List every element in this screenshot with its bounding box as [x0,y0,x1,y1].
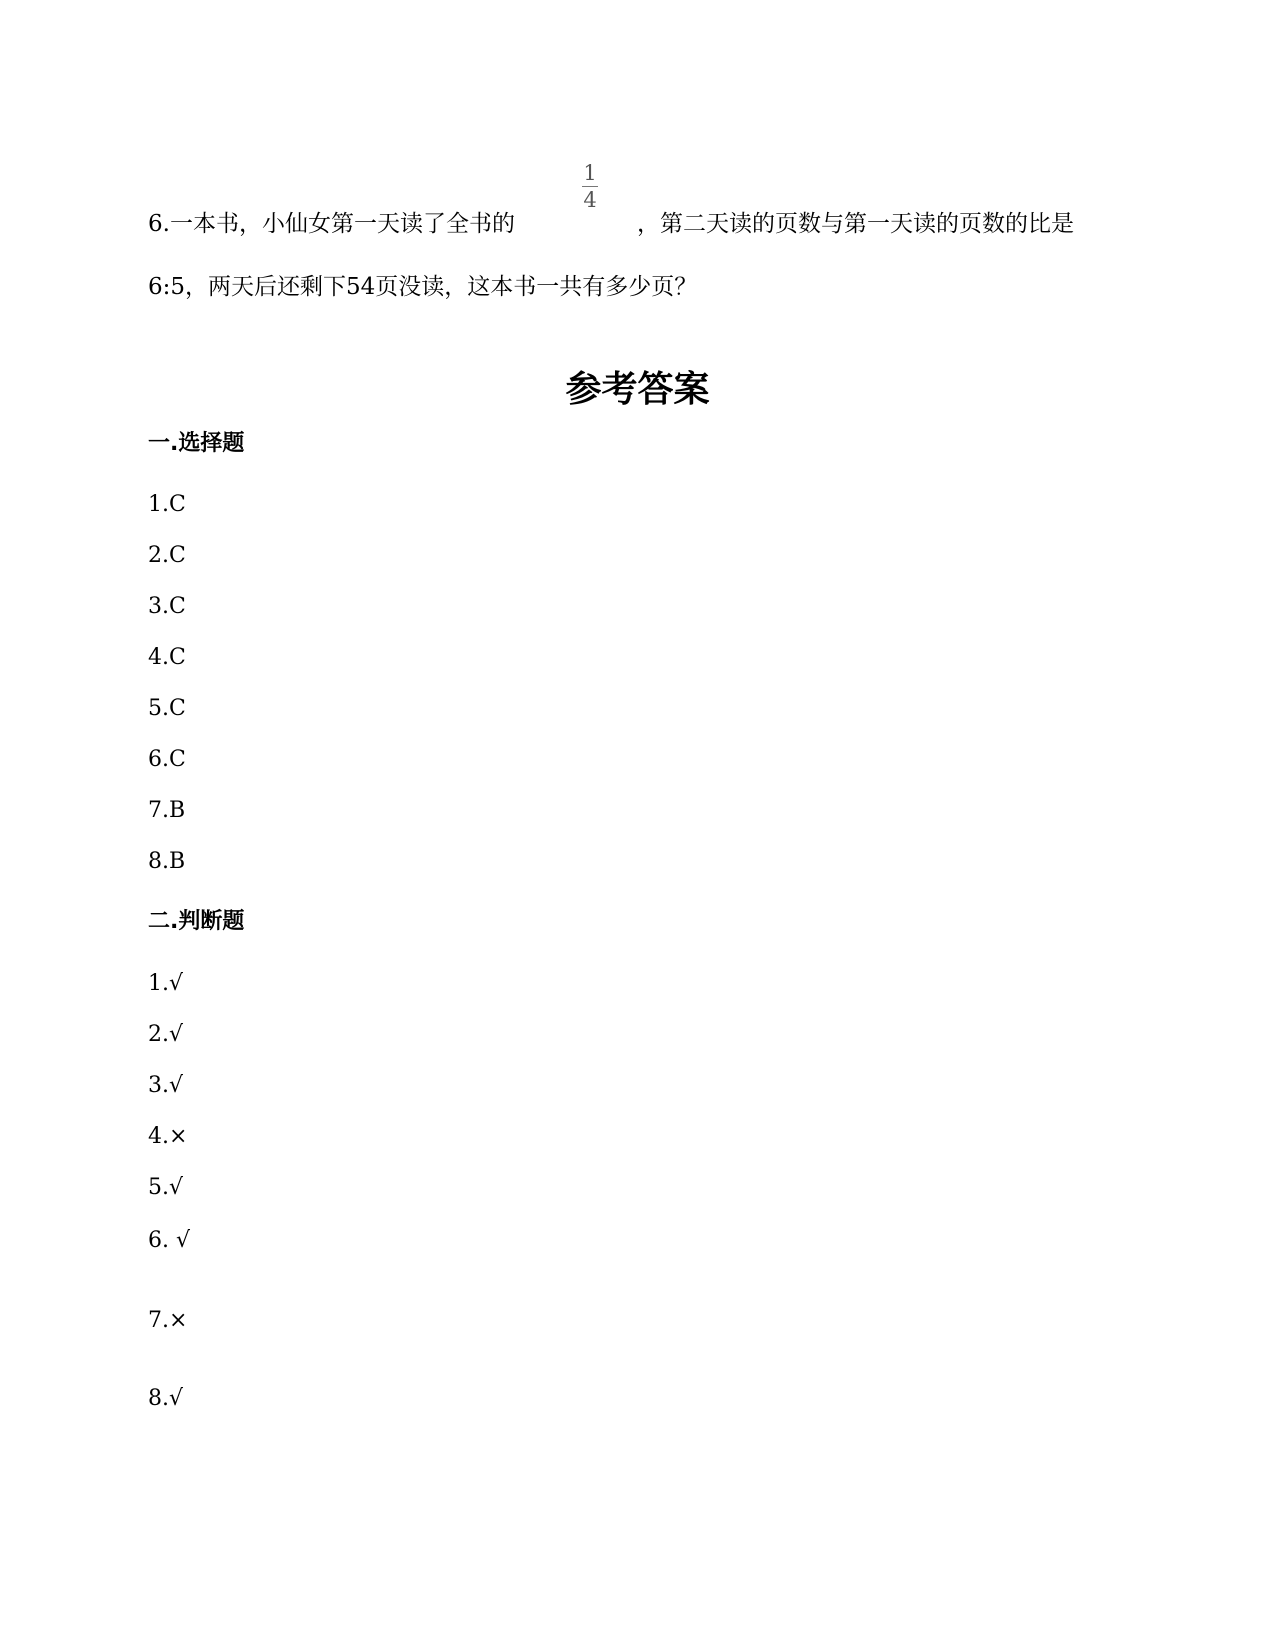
answer-item: 5.C [148,696,186,721]
answer-item: 5.√ [148,1175,184,1200]
answer-item: 4.C [148,645,186,670]
question-6-line-1: 6.一本书，小仙女第一天读了全书的 [148,211,515,237]
answer-item: 1.C [148,492,186,517]
answer-item: 4.× [148,1124,188,1149]
question-6-line-1-continued: ，第二天读的页数与第一天读的页数的比是 [637,211,1074,237]
fraction-denominator: 4 [583,188,597,212]
answer-item: 2.C [148,543,186,568]
section-heading-multiple-choice: 一.选择题 [148,431,245,456]
answer-item: 7.B [148,798,186,823]
answer-item: 3.C [148,594,186,619]
answer-item: 1.√ [148,971,184,996]
section-heading-true-false: 二.判断题 [148,909,245,934]
answer-item: 8.B [148,849,186,874]
fraction-one-quarter [577,162,603,211]
answer-item: 2.√ [148,1022,184,1047]
answer-item: 8.√ [148,1386,184,1411]
fraction-bar [582,186,598,187]
fraction-numerator: 1 [583,161,597,185]
answer-item: 6. √ [148,1228,191,1253]
question-6-line-2: 6:5，两天后还剩下54页没读，这本书一共有多少页？ [148,274,698,300]
answer-key-title: 参考答案 [565,369,710,410]
answer-item: 6.C [148,747,186,772]
answer-item: 3.√ [148,1073,184,1098]
answer-item: 7.× [148,1308,188,1333]
